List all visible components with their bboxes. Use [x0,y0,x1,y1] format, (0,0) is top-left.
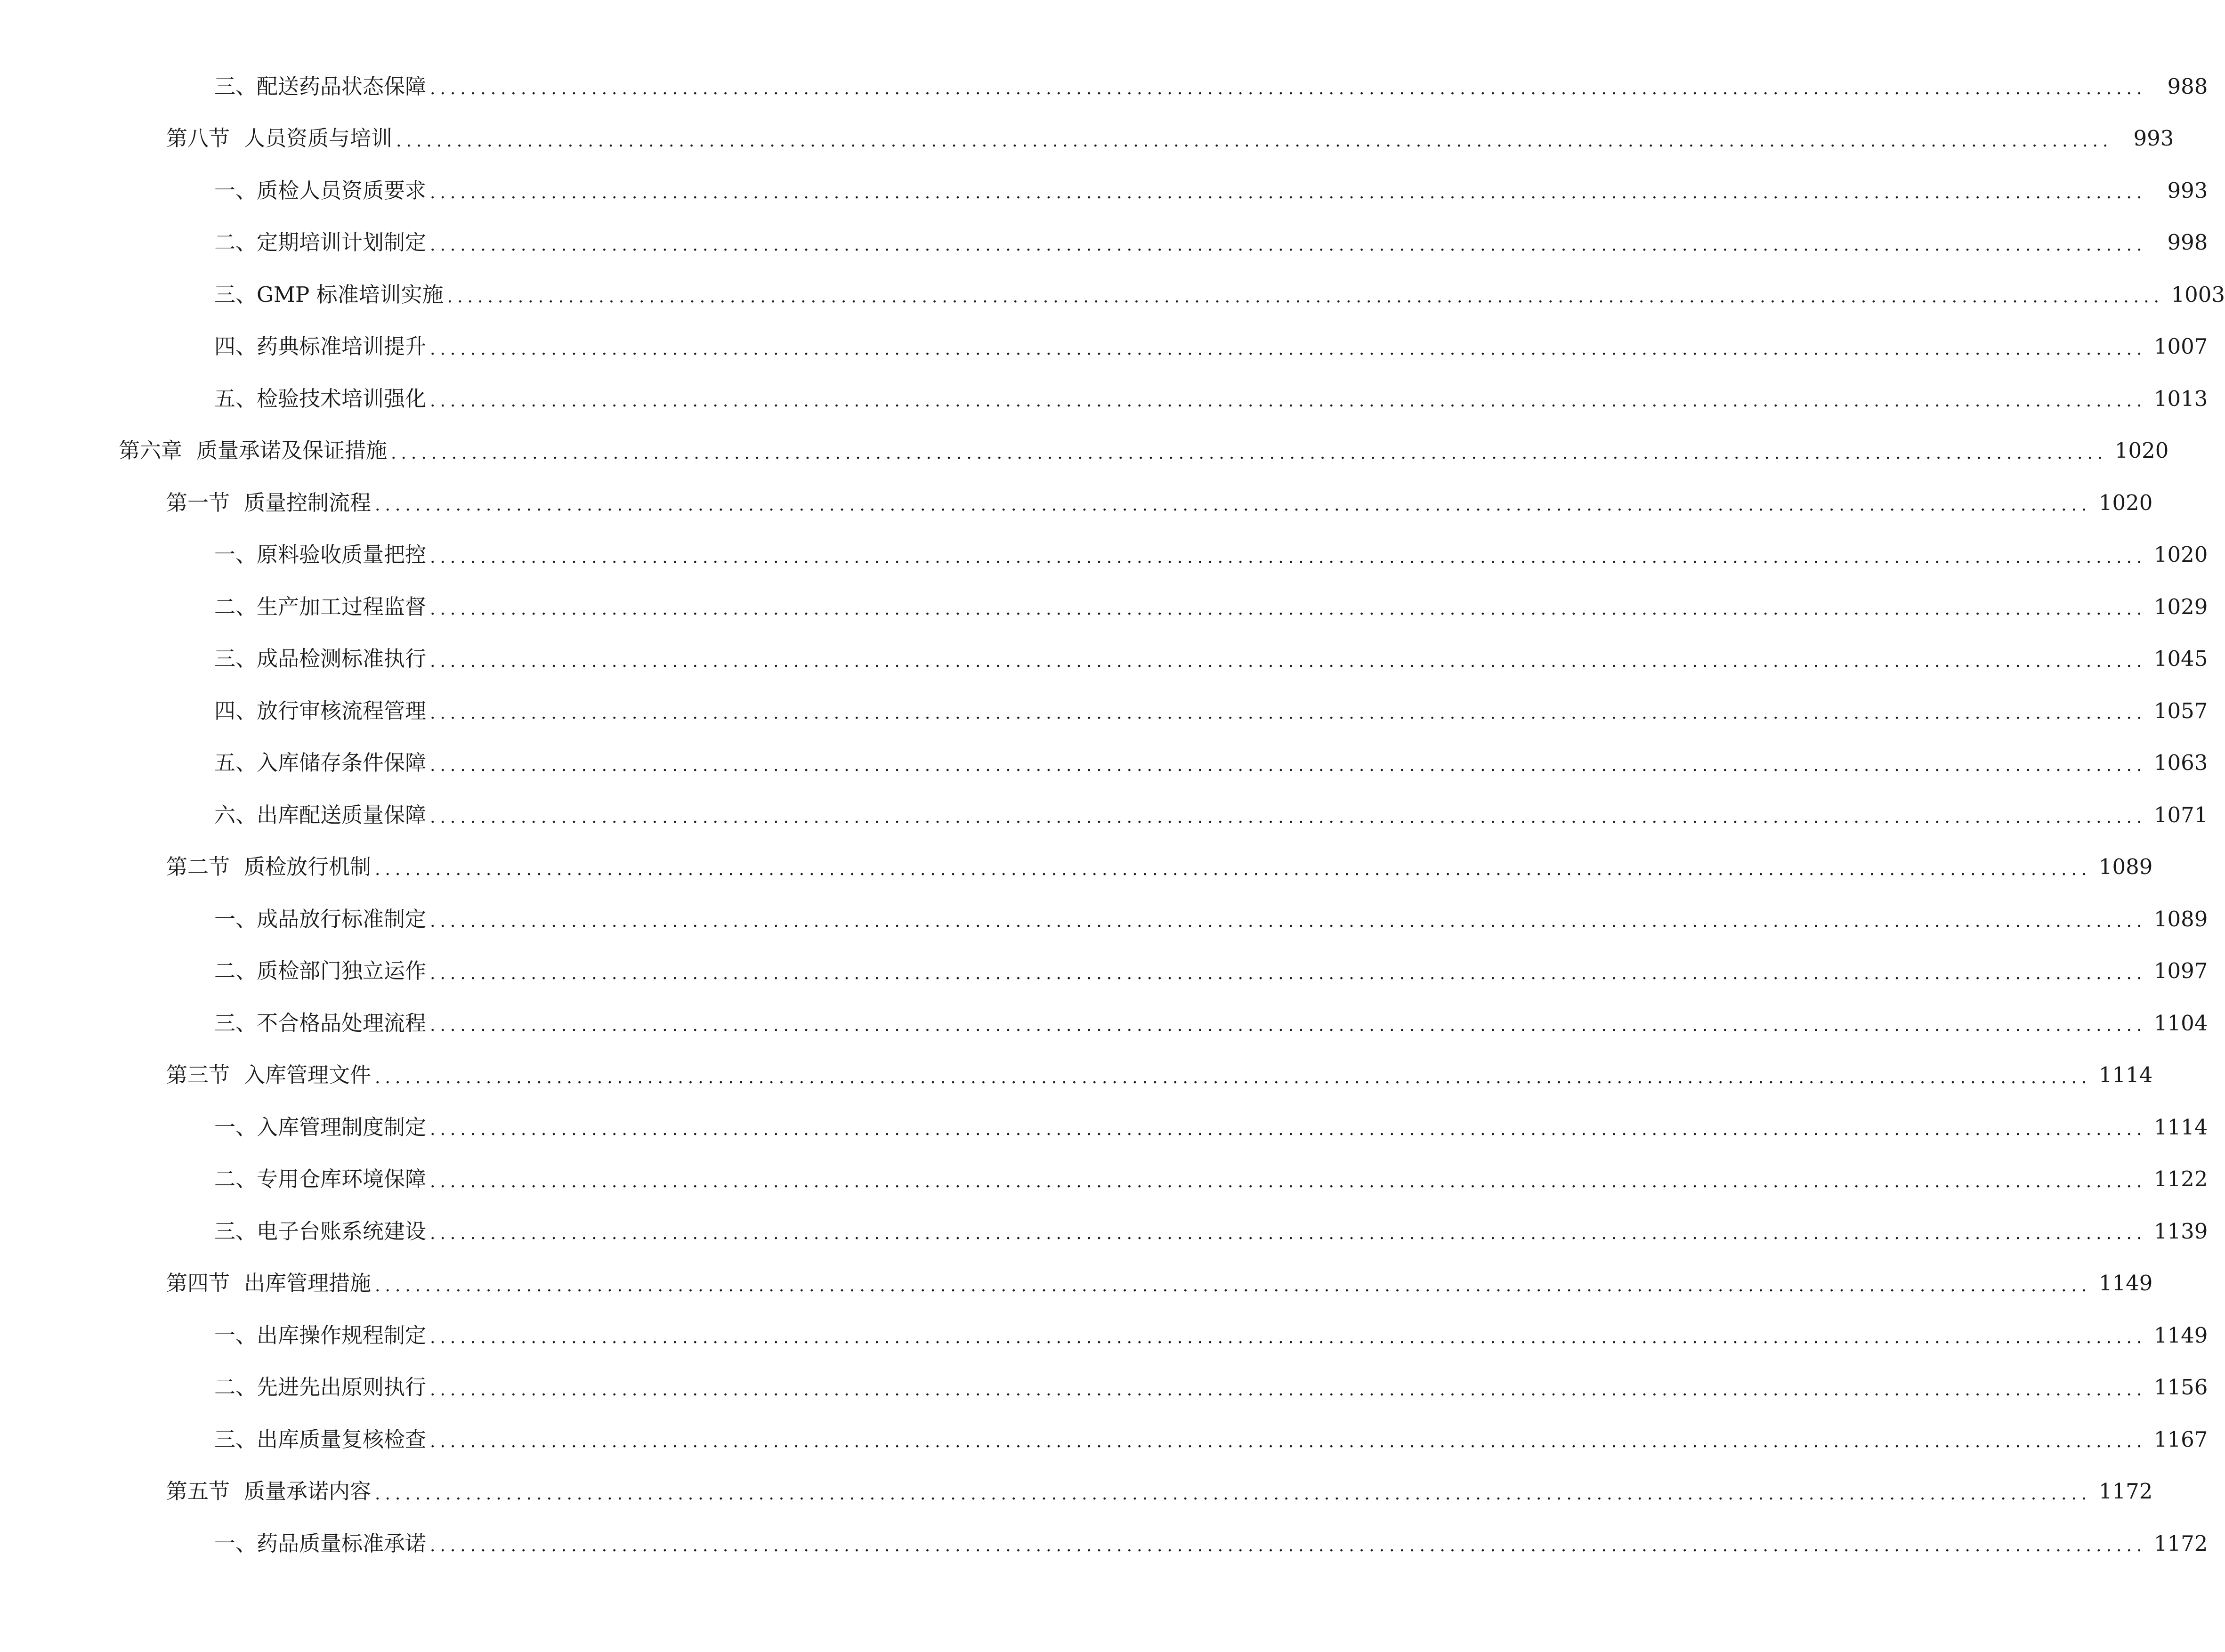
toc-entry[interactable] [0,60,2208,113]
toc-leader-dots: .......................................................................................................................................................................... [430,547,2147,567]
toc-entry[interactable] [0,893,2208,945]
toc-entry-title: 人员资质与培训 [244,126,393,151]
toc-entry[interactable] [0,477,2153,529]
toc-entry[interactable] [0,1309,2208,1361]
toc-entry-title: 电子台账系统建设 [257,1218,427,1244]
toc-entry-page: 1003 [2171,282,2225,307]
toc-entry[interactable] [0,581,2208,633]
toc-leader-dots: .......................................................................................................................................................................... [430,1328,2147,1348]
toc-leader-dots: .......................................................................................................................................................................... [430,808,2147,827]
toc-entry-page: 1007 [2153,334,2208,359]
toc-entry-number: 一、 [214,1531,257,1556]
toc-entry-number: 一、 [214,178,257,203]
toc-entry-title: 质检放行机制 [244,854,372,880]
toc-leader-dots: .......................................................................................................................................................................... [430,1120,2147,1140]
toc-entry-number: 三、 [214,282,257,307]
toc-entry[interactable] [0,1049,2153,1101]
toc-entry-title: 质量控制流程 [244,490,372,515]
toc-entry-page: 988 [2167,73,2208,99]
toc-entry-number: 一、 [214,1322,257,1348]
toc-entry[interactable] [0,321,2208,373]
toc-entry-page: 1057 [2153,698,2208,723]
toc-leader-dots: .......................................................................................................................................................................... [430,651,2147,671]
toc-entry-number: 二、 [214,230,257,255]
toc-leader-dots: .......................................................................................................................................................................... [375,1484,2092,1504]
toc-entry-page: 993 [2167,178,2208,203]
toc-entry[interactable] [0,841,2153,893]
toc-entry-number: 二、 [214,1375,257,1400]
toc-leader-dots: .......................................................................................................................................................................... [430,704,2147,723]
toc-entry-number: 三、 [214,646,257,672]
toc-leader-dots: .......................................................................................................................................................................... [391,443,2108,463]
toc-entry-number: 三、 [214,1426,257,1452]
toc-entry-title: 药品质量标准承诺 [257,1531,427,1556]
toc-entry-page: 1156 [2153,1375,2208,1400]
toc-entry-page: 1172 [2098,1479,2153,1504]
toc-entry-page: 1167 [2153,1426,2208,1452]
toc-entry[interactable] [0,1257,2153,1310]
toc-entry[interactable] [0,737,2208,789]
toc-entry-number: 一、 [214,906,257,931]
toc-entry-title: 生产加工过程监督 [257,594,427,619]
toc-entry-number: 一、 [214,542,257,567]
toc-entry[interactable] [0,164,2208,217]
toc-leader-dots: .......................................................................................................................................................................... [430,1224,2147,1244]
toc-entry[interactable] [0,1101,2208,1153]
toc-leader-dots: .......................................................................................................................................................................... [430,964,2147,983]
toc-entry-title: 入库管理制度制定 [257,1114,427,1140]
toc-leader-dots: .......................................................................................................................................................................... [447,287,2164,307]
toc-entry[interactable] [0,997,2208,1049]
toc-entry-title: 入库管理文件 [244,1062,372,1088]
toc-entry[interactable] [0,217,2208,269]
toc-entry-page: 993 [2133,126,2174,151]
toc-leader-dots: .......................................................................................................................................................................... [430,79,2147,99]
toc-entry-number: 第二节 [166,854,230,880]
toc-entry-number: 四、 [214,698,257,723]
toc-entry[interactable] [0,373,2208,425]
toc-entry-page: 1149 [2153,1322,2208,1348]
toc-entry[interactable] [0,633,2208,685]
toc-entry[interactable] [0,685,2208,737]
toc-leader-dots: .......................................................................................................................................................................... [430,1172,2147,1191]
toc-entry-page: 1020 [2153,542,2208,567]
toc-entry-title: 成品检测标准执行 [257,646,427,672]
toc-entry-title: 出库管理措施 [244,1271,372,1296]
toc-entry-title: 入库储存条件保障 [257,750,427,776]
toc-entry-number: 第四节 [166,1271,230,1296]
toc-entry-title: 质检部门独立运作 [257,958,427,984]
toc-entry-title: 质量承诺及保证措施 [196,438,388,463]
toc-entry[interactable] [0,425,2169,477]
toc-leader-dots: .......................................................................................................................................................................... [430,1536,2147,1556]
toc-entry-title: 原料验收质量把控 [257,542,427,567]
toc-leader-dots: .......................................................................................................................................................................... [375,495,2092,515]
toc-entry-title: 出库配送质量保障 [257,802,427,827]
toc-entry-page: 1122 [2153,1166,2208,1192]
toc-entry-number: 二、 [214,1166,257,1192]
toc-leader-dots: .......................................................................................................................................................................... [430,1432,2147,1452]
toc-entry-title: 放行审核流程管理 [257,698,427,723]
toc-entry-number: 第八节 [166,126,230,151]
toc-entry-title: 先进先出原则执行 [257,1375,427,1400]
toc-entry-title: 成品放行标准制定 [257,906,427,931]
toc-entry-title: 质检人员资质要求 [257,178,427,203]
toc-leader-dots: .......................................................................................................................................................................... [396,131,2113,151]
toc-entry-number: 四、 [214,334,257,359]
toc-entry-number: 三、 [214,73,257,99]
toc-entry[interactable] [0,1205,2208,1257]
toc-leader-dots: .......................................................................................................................................................................... [430,1016,2147,1036]
toc-leader-dots: .......................................................................................................................................................................... [430,391,2147,411]
toc-entry-page: 1114 [2098,1062,2153,1088]
toc-entry-page: 1063 [2153,750,2208,776]
toc-entry[interactable] [0,945,2208,997]
toc-entry[interactable] [0,789,2208,841]
toc-entry-page: 1139 [2153,1218,2208,1244]
toc-entry-page: 1104 [2153,1010,2208,1036]
toc-entry-page: 1149 [2098,1271,2153,1296]
toc-entry-number: 第三节 [166,1062,230,1088]
toc-entry-number: 二、 [214,594,257,619]
toc-entry-title: 质量承诺内容 [244,1479,372,1504]
toc-entry-page: 1020 [2098,490,2153,515]
toc-entry-page: 1013 [2153,386,2208,411]
toc-entry[interactable] [0,1517,2208,1570]
toc-entry-title: 定期培训计划制定 [257,230,427,255]
toc-leader-dots: .......................................................................................................................................................................... [430,339,2147,359]
toc-entry-number: 二、 [214,958,257,984]
toc-leader-dots: .......................................................................................................................................................................... [430,183,2147,203]
toc-entry[interactable] [0,1153,2208,1206]
toc-entry-number: 六、 [214,802,257,827]
toc-entry-number: 第一节 [166,490,230,515]
toc-entry-page: 1020 [2114,438,2169,463]
toc-entry-title: 出库质量复核检查 [257,1426,427,1452]
toc-entry-page: 1172 [2153,1531,2208,1556]
toc-leader-dots: .......................................................................................................................................................................... [375,1276,2092,1296]
toc-leader-dots: .......................................................................................................................................................................... [430,599,2147,619]
toc-entry[interactable] [0,268,2225,321]
toc-entry-title: GMP 标准培训实施 [257,282,444,307]
toc-leader-dots: .......................................................................................................................................................................... [430,235,2147,255]
toc-entry[interactable] [0,1361,2208,1414]
toc-entry-page: 1114 [2153,1114,2208,1140]
toc-entry-page: 1029 [2153,594,2208,619]
toc-entry-number: 一、 [214,1114,257,1140]
toc-leader-dots: .......................................................................................................................................................................... [430,755,2147,775]
toc-entry-title: 检验技术培训强化 [257,386,427,411]
toc-entry[interactable] [0,1466,2153,1518]
toc-leader-dots: .......................................................................................................................................................................... [430,912,2147,931]
toc-entry-page: 1097 [2153,958,2208,984]
toc-leader-dots: .......................................................................................................................................................................... [430,1380,2147,1400]
toc-entry-page: 1089 [2153,906,2208,931]
toc-entry-number: 三、 [214,1010,257,1036]
toc-entry-title: 不合格品处理流程 [257,1010,427,1036]
toc-entry-title: 药典标准培训提升 [257,334,427,359]
toc-entry-title: 配送药品状态保障 [257,73,427,99]
table-of-contents [0,60,2225,1570]
toc-entry[interactable] [0,113,2174,165]
toc-entry-page: 1045 [2153,646,2208,672]
toc-entry[interactable] [0,529,2208,581]
toc-leader-dots: .......................................................................................................................................................................... [375,1068,2092,1087]
toc-entry-page: 998 [2167,230,2208,255]
toc-entry-number: 五、 [214,386,257,411]
toc-entry-title: 专用仓库环境保障 [257,1166,427,1192]
toc-entry-page: 1071 [2153,802,2208,827]
toc-entry-number: 第六章 [119,438,183,463]
toc-leader-dots: .......................................................................................................................................................................... [375,859,2092,879]
toc-entry-number: 三、 [214,1218,257,1244]
toc-entry-title: 出库操作规程制定 [257,1322,427,1348]
toc-entry-number: 五、 [214,750,257,776]
toc-entry-page: 1089 [2098,854,2153,880]
toc-entry[interactable] [0,1413,2208,1466]
toc-entry-number: 第五节 [166,1479,230,1504]
